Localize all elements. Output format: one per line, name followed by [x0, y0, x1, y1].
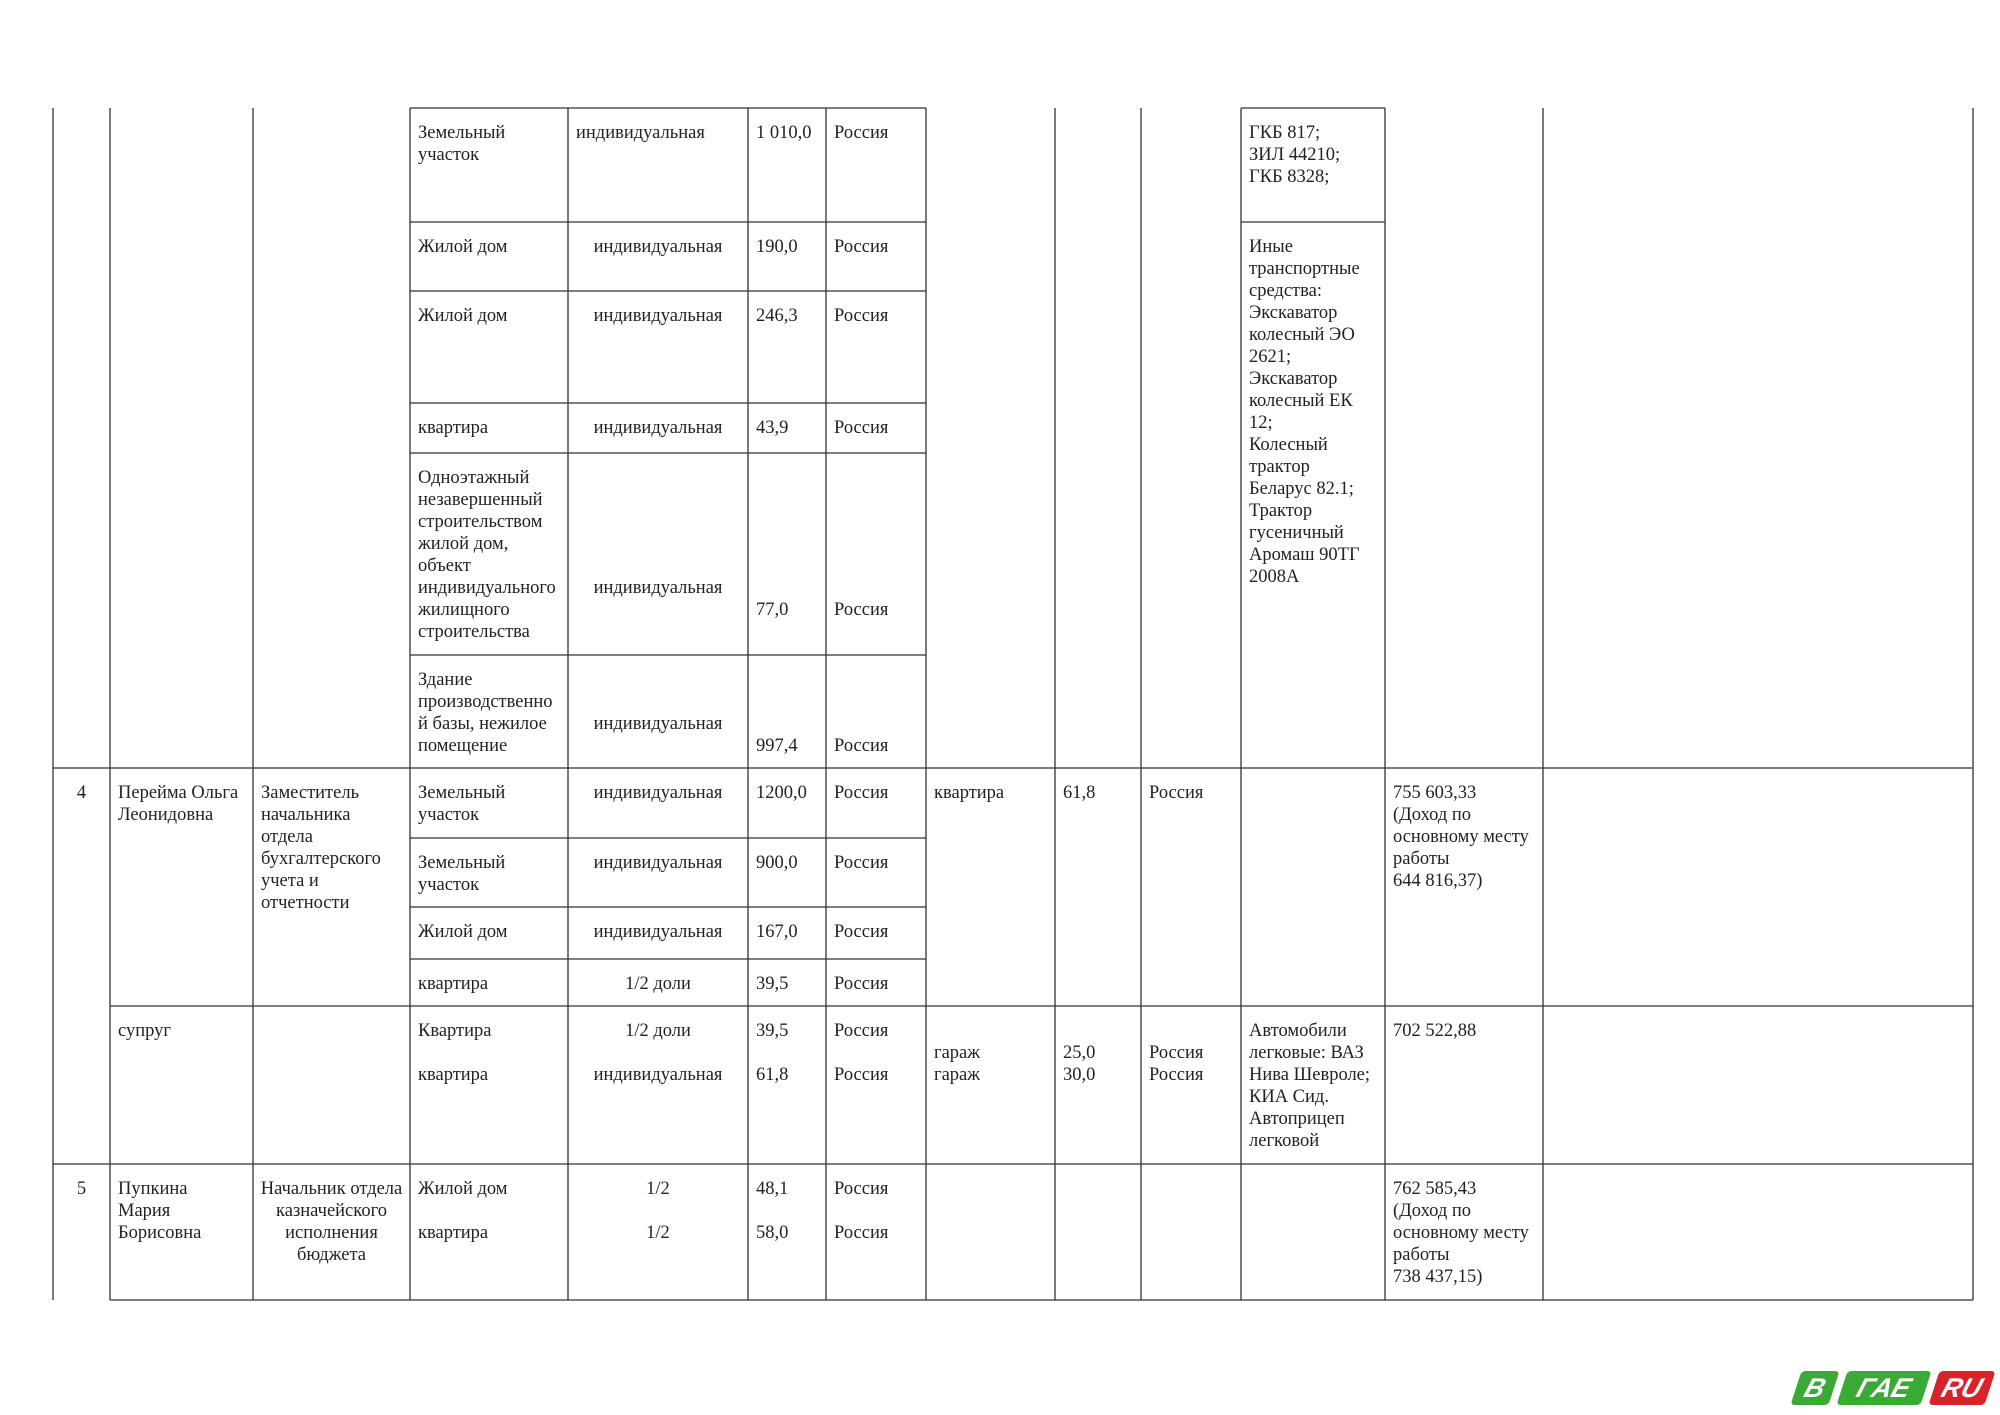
spouse-label: супруг [118, 1021, 171, 1041]
property-type-r4-1: Земельный участок [418, 853, 506, 895]
logo-segment-ru: RU [1928, 1371, 1995, 1405]
country-r4-3: Россия [834, 974, 889, 994]
area-r4-2: 167,0 [756, 922, 798, 942]
country-2: Россия [834, 306, 889, 326]
spouse-use-types: гараж гараж [934, 1043, 981, 1085]
ownership-r4-0: индивидуальная [593, 783, 723, 803]
area-1: 190,0 [756, 237, 798, 257]
ownership-r4-1: индивидуальная [593, 853, 723, 873]
property-type-r4-3: квартира [418, 974, 489, 994]
site-logo [1790, 1371, 1995, 1407]
person-name-5: Пупкина Мария Борисовна [118, 1179, 202, 1243]
ownership-3: индивидуальная [593, 418, 723, 438]
area-3: 43,9 [756, 418, 789, 438]
vehicles-list: ГКБ 817; ЗИЛ 44210; ГКБ 8328; [1249, 123, 1341, 187]
spouse-countries: Россия Россия [834, 1021, 889, 1085]
country-4: Россия [834, 600, 889, 620]
ownership-r4-2: индивидуальная [593, 922, 723, 942]
area-2: 246,3 [756, 306, 798, 326]
ownership-0: индивидуальная [576, 123, 705, 143]
income: 755 603,33 (Доход по основному месту работы 644 816,37) [1393, 783, 1529, 891]
ownership-r4-3: 1/2 доли [625, 974, 691, 994]
country-0: Россия [834, 123, 889, 143]
r5-income: 762 585,43 (Доход по основному месту работы 738 437,15) [1393, 1179, 1529, 1287]
area-0: 1 010,0 [756, 123, 812, 143]
property-type-1: Жилой дом [418, 237, 508, 257]
property-type-r4-0: Земельный участок [418, 783, 506, 825]
country-r4-2: Россия [834, 922, 889, 942]
person-position-5: Начальник отдела казначейского исполнения бюджета [260, 1179, 403, 1265]
ownership-1: индивидуальная [593, 237, 723, 257]
country-1: Россия [834, 237, 889, 257]
spouse-property-types: Квартира квартира [418, 1021, 492, 1085]
r5-property-types: Жилой дом квартира [418, 1179, 508, 1243]
use-country: Россия [1149, 783, 1204, 803]
spouse-areas: 39,5 61,8 [756, 1021, 789, 1085]
area-5: 997,4 [756, 736, 798, 756]
spouse-income: 702 522,88 [1393, 1021, 1477, 1041]
ownership-5: индивидуальная [593, 714, 723, 734]
spouse-vehicles: Автомобили легковые: ВАЗ Нива Шевроле; КИА Сид. Автоприцеп легковой [1249, 1021, 1371, 1151]
property-type-r4-2: Жилой дом [418, 922, 508, 942]
property-type-2: Жилой дом [418, 306, 508, 326]
spouse-use-countries: Россия Россия [1149, 1043, 1204, 1085]
r5-areas: 48,1 58,0 [756, 1179, 789, 1243]
area-r4-3: 39,5 [756, 974, 789, 994]
spouse-ownership: 1/2 доли индивидуальная [593, 1021, 723, 1085]
logo-segment-gae: ГАЕ [1836, 1371, 1931, 1405]
ownership-4: индивидуальная [593, 578, 723, 598]
country-5: Россия [834, 736, 889, 756]
property-type-0: Земельный участок [418, 123, 506, 165]
property-type-3: квартира [418, 418, 489, 438]
property-type-4: Одноэтажный незавершенный строительством жилой дом, объект индивидуального жилищного строительства [418, 468, 556, 642]
row-number: 4 [76, 783, 87, 803]
spouse-use-areas: 25,0 30,0 [1063, 1043, 1096, 1085]
logo-segment-b: В [1790, 1371, 1839, 1405]
use-type: квартира [934, 783, 1005, 803]
area-r4-1: 900,0 [756, 853, 798, 873]
property-type-5: Здание производственно й базы, нежилое помещение [418, 670, 553, 756]
area-r4-0: 1200,0 [756, 783, 807, 803]
use-area: 61,8 [1063, 783, 1096, 803]
country-r4-0: Россия [834, 783, 889, 803]
row-number-5: 5 [76, 1179, 87, 1199]
r5-countries: Россия Россия [834, 1179, 889, 1243]
country-r4-1: Россия [834, 853, 889, 873]
country-3: Россия [834, 418, 889, 438]
vehicles-other: Иные транспортные средства: Экскаватор колесный ЭО 2621; Экскаватор колесный ЕК 12; Колесный трактор Беларус 82.1; Трактор гусеничный Аромаш 90ТГ 2008А [1249, 237, 1360, 587]
person-position: Заместитель начальника отдела бухгалтерского учета и отчетности [261, 783, 381, 913]
person-name: Перейма Ольга Леонидовна [118, 783, 239, 825]
ownership-2: индивидуальная [593, 306, 723, 326]
r5-ownership: 1/2 1/2 [646, 1179, 670, 1243]
area-4: 77,0 [756, 600, 789, 620]
